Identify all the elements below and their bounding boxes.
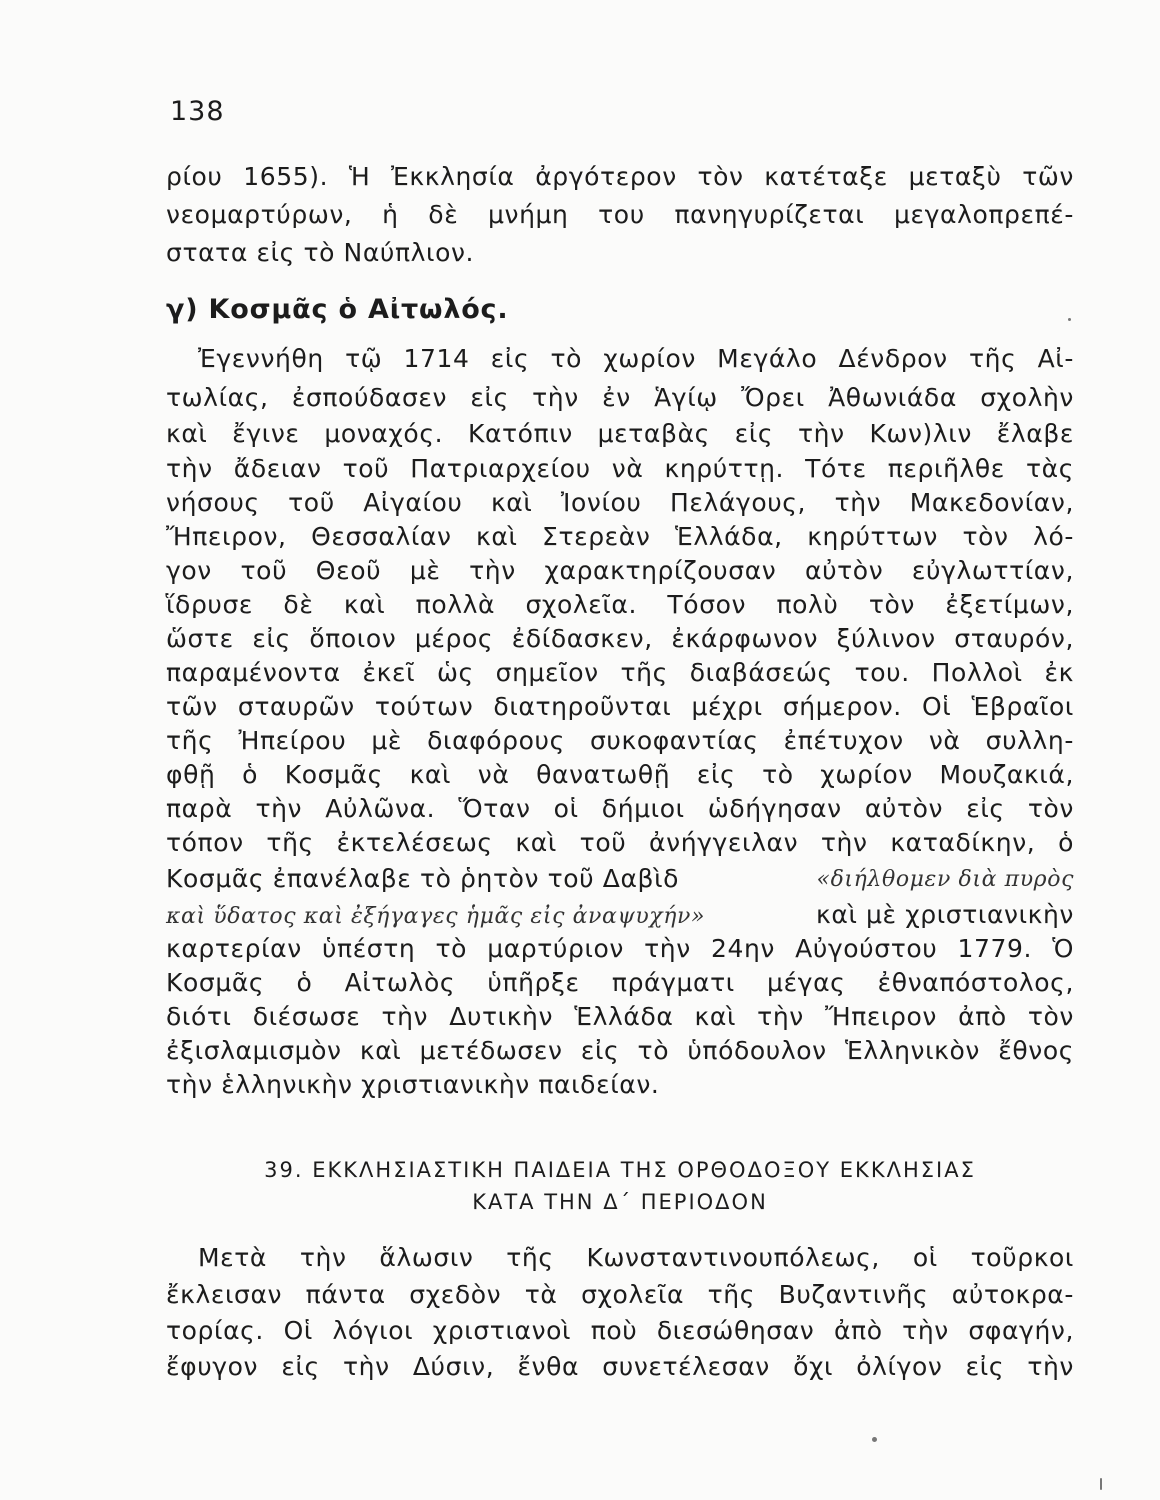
text-line: νήσους τοῦ Αἰγαίου καὶ Ἰονίου Πελάγους, τὴν Μακεδονίαν,	[166, 488, 1074, 517]
text-line: τόπον τῆς ἐκτελέσεως καὶ τοῦ ἀνήγγειλαν τὴν καταδίκην, ὁ	[166, 828, 1074, 857]
text-line: τὴν ἄδειαν τοῦ Πατριαρχείου νὰ κηρύττῃ. Τότε περιῆλθε τὰς	[166, 454, 1074, 483]
text-line: ἔκλεισαν πάντα σχεδὸν τὰ σχολεῖα τῆς Βυζαντινῆς αὐτοκρα-	[166, 1280, 1074, 1309]
text-line: τὴν ἑλληνικὴν χριστιανικὴν παιδείαν.	[166, 1070, 660, 1099]
text-line	[166, 900, 1074, 929]
text-line: τῆς Ἠπείρου μὲ διαφόρους συκοφαντίας ἐπέτυχον νὰ συλλη-	[166, 726, 1074, 755]
subheading: γ) Κοσμᾶς ὁ Αἰτωλός.	[166, 294, 509, 325]
text-line: γον τοῦ Θεοῦ μὲ τὴν χαρακτηρίζουσαν αὐτὸν εὐγλωττίαν,	[166, 556, 1074, 585]
text-line: τωλίας, ἐσπούδασεν εἰς τὴν ἐν Ἁγίῳ Ὄρει Ἀθωνιάδα σχολὴν	[166, 383, 1074, 412]
plain-text: Κοσμᾶς ἐπανέλαβε τὸ ῥητὸν τοῦ Δαβὶδ	[166, 864, 680, 893]
scan-speck	[872, 1437, 877, 1442]
text-line: τορίας. Οἱ λόγιοι χριστιανοὶ ποὺ διεσώθησαν ἀπὸ τὴν σφαγήν,	[166, 1316, 1074, 1345]
text-line: Μετὰ τὴν ἅλωσιν τῆς Κωνσταντινουπόλεως, οἱ τοῦρκοι	[198, 1243, 1074, 1272]
italic-quote: «διήλθομεν διὰ πυρὸς	[816, 867, 1074, 892]
text-line: διότι διέσωσε τὴν Δυτικὴν Ἑλλάδα καὶ τὴν Ἤπειρον ἀπὸ τὸν	[166, 1002, 1074, 1031]
text-line: ρίου 1655). Ἡ Ἐκκλησία ἀργότερον τὸν κατέταξε μεταξὺ τῶν	[166, 162, 1074, 191]
text-line: Ἐγεννήθη τῷ 1714 εἰς τὸ χωρίον Μεγάλο Δένδρον τῆς Αἰ-	[198, 344, 1074, 373]
text-line: Κοσμᾶς ὁ Αἰτωλὸς ὑπῆρξε πράγματι μέγας ἐθναπόστολος,	[166, 968, 1074, 997]
text-line: παρὰ τὴν Αὐλῶνα. Ὅταν οἱ δήμιοι ὡδήγησαν αὐτὸν εἰς τὸν	[166, 794, 1074, 823]
scan-speck	[1100, 1478, 1102, 1490]
scan-speck	[1068, 318, 1071, 321]
plain-text: καὶ μὲ χριστιανικὴν	[816, 900, 1074, 929]
text-line: φθῇ ὁ Κοσμᾶς καὶ νὰ θανατωθῇ εἰς τὸ χωρίον Μουζακιά,	[166, 760, 1074, 789]
page-number: 138	[170, 96, 225, 127]
text-line: ἔφυγον εἰς τὴν Δύσιν, ἔνθα συνετέλεσαν ὄχι ὀλίγον εἰς τὴν	[166, 1352, 1074, 1381]
text-line: καρτερίαν ὑπέστη τὸ μαρτύριον τὴν 24ην Αὐγούστου 1779. Ὁ	[166, 934, 1074, 963]
section-title: 39. ΕΚΚΛΗΣΙΑΣΤΙΚΗ ΠΑΙΔΕΙΑ ΤΗΣ ΟΡΘΟΔΟΞΟΥ ΕΚΚΛΗΣΙΑΣ	[264, 1158, 976, 1182]
text-line: παραμένοντα ἐκεῖ ὡς σημεῖον τῆς διαβάσεώς του. Πολλοὶ ἐκ	[166, 658, 1074, 687]
text-line: νεομαρτύρων, ἡ δὲ μνήμη του πανηγυρίζεται μεγαλοπρεπέ-	[166, 200, 1074, 229]
italic-quote: καὶ ὕδατος καὶ ἐξήγαγες ἡμᾶς εἰς ἀναψυχήν»	[166, 904, 706, 929]
text-line: ἵδρυσε δὲ καὶ πολλὰ σχολεῖα. Τόσον πολὺ τὸν ἐξετίμων,	[166, 590, 1074, 619]
text-line: στατα εἰς τὸ Ναύπλιον.	[166, 238, 475, 267]
text-line: τῶν σταυρῶν τούτων διατηροῦνται μέχρι σήμερον. Οἱ Ἑβραῖοι	[166, 692, 1074, 721]
text-line: ὥστε εἰς ὅποιον μέρος ἐδίδασκεν, ἐκάρφωνον ξύλινον σταυρόν,	[166, 624, 1074, 653]
text-line: Ἤπειρον, Θεσσαλίαν καὶ Στερεὰν Ἑλλάδα, κηρύττων τὸν λό-	[166, 522, 1074, 551]
text-line: καὶ ἔγινε μοναχός. Κατόπιν μεταβὰς εἰς τὴν Κων)λιν ἔλαβε	[166, 419, 1074, 448]
text-line: ἐξισλαμισμὸν καὶ μετέδωσεν εἰς τὸ ὑπόδουλον Ἑλληνικὸν ἔθνος	[166, 1036, 1074, 1065]
section-title-subline: ΚΑΤΑ ΤΗΝ Δ΄ ΠΕΡΙΟΔΟΝ	[472, 1190, 768, 1214]
text-line	[166, 864, 1074, 893]
